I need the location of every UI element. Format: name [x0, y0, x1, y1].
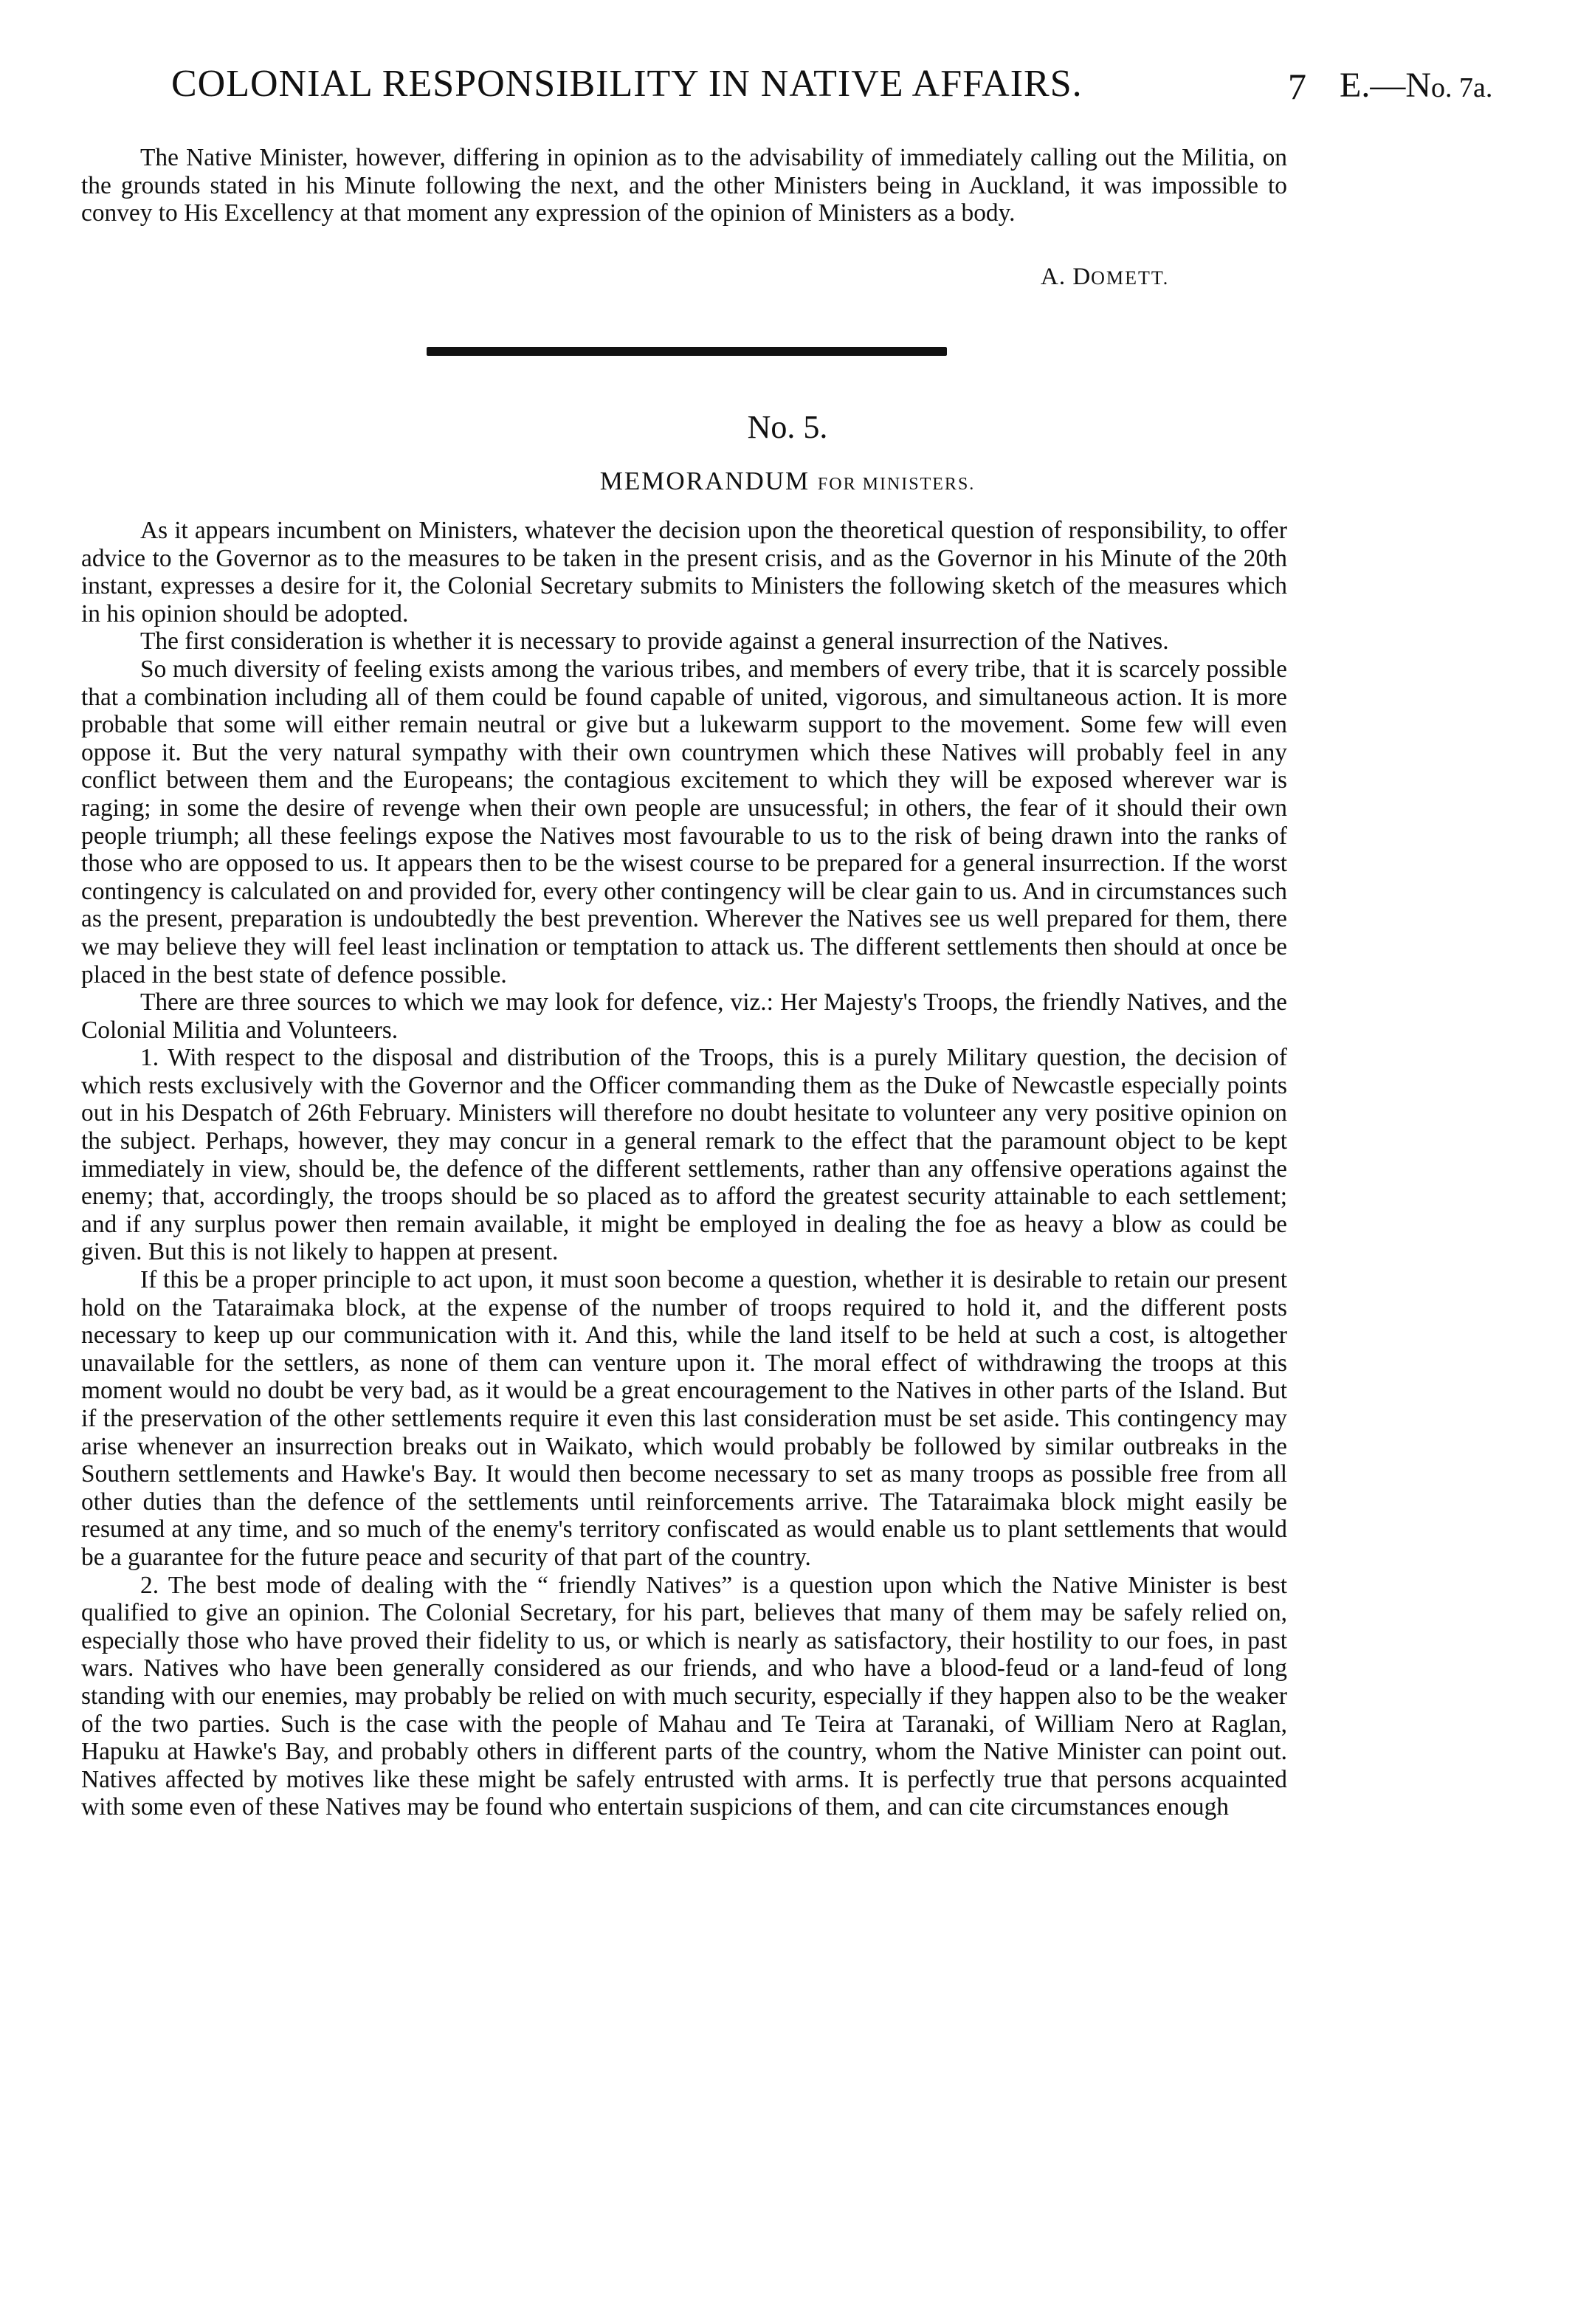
document-heading — [0, 467, 1575, 496]
body-paragraph: As it appears incumbent on Ministers, whatever the decision upon the theoretical question of responsibility, to offer advice to the Governor as to the measures to be taken in the present crisis, and as the Governor in his Minute of the 20th instant, expresses a desire for it, the Colonial Secretary submits to Ministers the following sketch of the measures which in his opinion should be adopted. — [81, 517, 1287, 628]
document-reference — [1340, 65, 1492, 106]
page-number: 7 — [1288, 66, 1306, 107]
signature — [1041, 264, 1169, 291]
memorandum-body — [81, 517, 1287, 1821]
section-divider-rule — [427, 347, 947, 356]
signature-initial: A. D — [1041, 264, 1092, 290]
document-number: No. 5. — [747, 409, 828, 445]
body-paragraph: There are three sources to which we may look for defence, viz.: Her Majesty's Troops, the friendly Natives, and the Colonial Militia and Volunteers. — [81, 989, 1287, 1044]
body-paragraph: If this be a proper principle to act upon, it must soon become a question, whether it is desirable to retain our present hold on the Tataraimaka block, at the expense of the number of troops required to hold it, and the different posts necessary to keep up our communication with it. And this, while the land itself to be held at such a cost, is altogether unavailable for the settlers, as none of them can venture upon it. The moral effect of withdrawing the troops at this moment would no doubt be very bad, as it would be a great encouragement to the Natives in other parts of the Island. But if the preservation of the other settlements require it even this last consideration must be set aside. This contingency may arise whenever an insurrection breaks out in Waikato, which would probably be followed by similar outbreaks in the Southern settlements and Hawke's Bay. It would then become necessary to set as many troops as possible free from all other duties than the defence of the settlements until reinforcements arrive. The Tataraimaka block might easily be resumed at any time, and so much of the enemy's territory confiscated as would enable us to plant settlements that would be a guarantee for the future peace and security of that part of the country. — [81, 1266, 1287, 1571]
body-paragraph: So much diversity of feeling exists among the various tribes, and members of every tribe, that it is scarcely possible that a combination including all of them could be found capable of united, vigorous, and simultaneous action. It is more probable that some will either remain neutral or give but a lukewarm support to the movement. Some few will even oppose it. But the very natural sympathy with their own countrymen which these Natives will probably feel in any conflict between them and the Europeans; the contagious excitement to which they will be exposed wherever war is raging; in some the desire of revenge when their own people are unsucessful; in others, the fear of it should their own people triumph; all these feelings expose the Natives most favourable to us to the risk of being drawn into the ranks of those who are opposed to us. It appears then to be the wisest course to be prepared for a general insurrection. If the worst contingency is calculated on and provided for, every other contingency will be clear gain to us. And in circumstances such as the present, preparation is undoubtedly the best prevention. Wherever the Natives see us well prepared for them, there we may believe they will feel least inclination or temptation to attack us. The different settlements then should at once be placed in the best state of defence possible. — [81, 655, 1287, 989]
running-head-title: COLONIAL RESPONSIBILITY IN NATIVE AFFAIRS. — [171, 63, 1083, 105]
document-reference-prefix: E.—N — [1340, 66, 1431, 105]
preceding-minute-paragraph: The Native Minister, however, differing in opinion as to the advisability of immediately calling out the Militia, on the grounds stated in his Minute following the next, and the other Ministers being in Auckland, it was impossible to convey to His Excellency at that moment any expression of the opinion of Ministers as a body. — [81, 144, 1287, 227]
body-paragraph: The first consideration is whether it is necessary to provide against a general insurrection of the Natives. — [140, 628, 1169, 656]
document-heading-sub: FOR MINISTERS. — [817, 475, 976, 494]
document-heading-main: MEMORANDUM — [599, 467, 810, 495]
body-paragraph: 2. The best mode of dealing with the “ friendly Natives” is a question upon which the Native Minister is best qualified to give an opinion. The Colonial Secretary, for his part, believes that many of them may be safely relied on, especially those who have proved their fidelity to us, or which is nearly as satisfactory, their hostility to our foes, in past wars. Natives who have been generally considered as our friends, and who have a blood-feud or a land-feud of long standing with our enemies, may probably be relied on with much security, especially if they happen also to be the weaker of the two parties. Such is the case with the people of Mahau and Te Teira at Taranaki, of William Nero at Raglan, Hapuku at Hawke's Bay, and probably others in different parts of the country, whom the Native Minister can point out. Natives affected by motives like these might be safely entrusted with arms. It is perfectly true that persons acquainted with some even of these Natives may be found who entertain suspicions of them, and can cite circumstances enough — [81, 1571, 1287, 1821]
signature-name: OMETT. — [1091, 267, 1170, 289]
document-reference-suffix: o. 7a. — [1430, 72, 1493, 103]
body-paragraph: 1. With respect to the disposal and distribution of the Troops, this is a purely Military question, the decision of which rests exclusively with the Governor and the Officer commanding them as the Duke of Newcastle especially points out in his Despatch of 26th February. Ministers will therefore no doubt hesitate to volunteer any very positive opinion on the subject. Perhaps, however, they may concur in a general remark to the effect that the paramount object to be kept immediately in view, should be, the defence of the different settlements, rather than any offensive operations against the enemy; that, accordingly, the troops should be so placed as to afford the greatest security attainable to each settlement; and if any surplus power then remain available, it might be employed in dealing the foe as heavy a blow as could be given. But this is not likely to happen at present. — [81, 1044, 1287, 1266]
preceding-minute — [81, 144, 1287, 227]
